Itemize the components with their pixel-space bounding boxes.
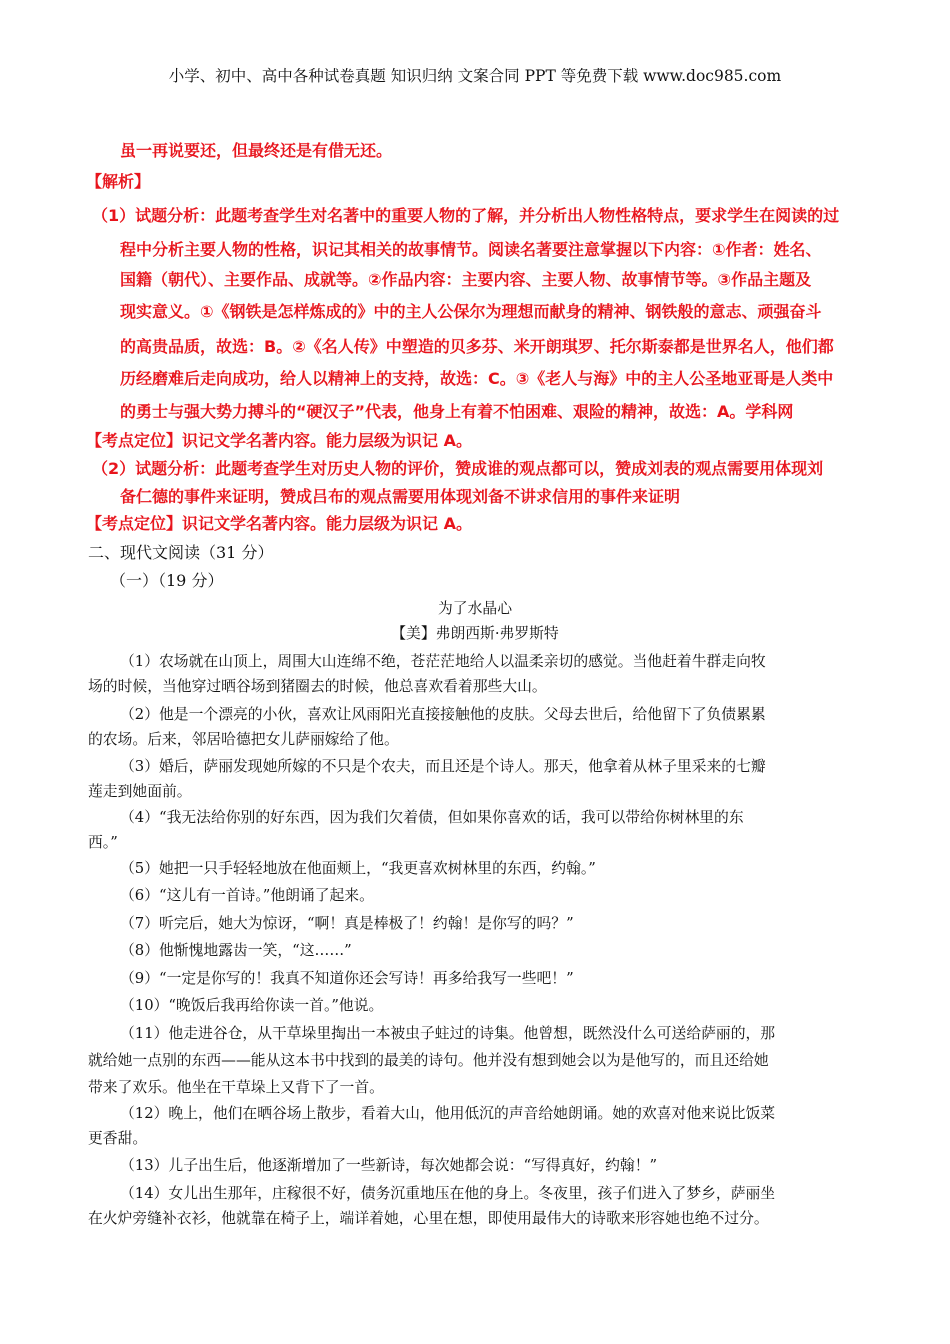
section-title: 二、现代文阅读（31 分） (88, 543, 274, 562)
paragraph-line: 就给她一点别的东西——能从这本书中找到的最美的诗句。他并没有想到她会以为是他写的，而且还给她 (88, 1052, 769, 1069)
kaodian-2: 【考点定位】识记文学名著内容。能力层级为识记 A。 (86, 514, 472, 533)
analysis1-line: 程中分析主要人物的性格，识记其相关的故事情节。阅读名著要注意掌握以下内容：①作者：姓名、 (120, 240, 822, 259)
paragraph-line: （13）儿子出生后，他逐渐增加了一些新诗，每次她都会说：“写得真好，约翰！” (120, 1157, 658, 1174)
paragraph-line: （1）农场就在山顶上，周围大山连绵不绝，苍茫茫地给人以温柔亲切的感觉。当他赶着牛群走向牧 (120, 653, 766, 670)
analysis1-line: 的高贵品质，故选：B。②《名人传》中塑造的贝多芬、米开朗琪罗、托尔斯泰都是世界名人，他们都 (120, 337, 834, 356)
answer-tail: 虽一再说要还，但最终还是有借无还。 (120, 141, 393, 160)
analysis1-line: 历经磨难后走向成功，给人以精神上的支持，故选：C。③《老人与海》中的主人公圣地亚哥是人类中 (120, 369, 834, 388)
paragraph-line: 莲走到她面前。 (88, 783, 192, 800)
paragraph-line: （3）婚后，萨丽发现她所嫁的不只是个农夫，而且还是个诗人。那天，他拿着从林子里采来的七瓣 (120, 758, 766, 775)
analysis2-line: 备仁德的事件来证明，赞成吕布的观点需要用体现刘备不讲求信用的事件来证明 (120, 487, 681, 506)
paragraph-line: （8）他惭愧地露齿一笑，“这……” (120, 942, 352, 959)
paragraph-line: （9）“一定是你写的！我真不知道你还会写诗！再多给我写一些吧！” (120, 970, 574, 987)
analysis1-line: 国籍（朝代）、主要作品、成就等。②作品内容：主要内容、主要人物、故事情节等。③作品主题及 (120, 270, 812, 289)
paragraph-line: 场的时候，当他穿过晒谷场到猪圈去的时候，他总喜欢看着那些大山。 (88, 678, 547, 695)
paragraph-line: 的农场。后来，邻居哈德把女儿萨丽嫁给了他。 (88, 731, 399, 748)
paragraph-line: （10）“晚饭后我再给你读一首。”他说。 (120, 997, 384, 1014)
paragraph-line: 更香甜。 (88, 1130, 148, 1147)
kaodian-1: 【考点定位】识记文学名著内容。能力层级为识记 A。 (86, 431, 472, 450)
paragraph-line: （2）他是一个漂亮的小伙，喜欢让风雨阳光直接接触他的皮肤。父母去世后，给他留下了负债累累 (120, 706, 766, 723)
subsection-title: （一）（19 分） (110, 571, 224, 590)
paragraph-line: 西。” (88, 834, 118, 851)
paragraph-line: （7）听完后，她大为惊讶，“啊！真是棒极了！约翰！是你写的吗？” (120, 915, 574, 932)
paragraph-line: （5）她把一只手轻轻地放在他面颊上，“我更喜欢树林里的东西，约翰。” (120, 860, 596, 877)
paragraph-line: （11）他走进谷仓，从干草垛里掏出一本被虫子蛀过的诗集。他曾想，既然没什么可送给萨丽的，那 (120, 1025, 776, 1042)
article-author: 【美】弗朗西斯·弗罗斯特 (391, 625, 559, 642)
paragraph-line: （12）晚上，他们在晒谷场上散步，看着大山，他用低沉的声音给她朗诵。她的欢喜对他来说比饭菜 (120, 1105, 776, 1122)
paragraph-line: （6）“这儿有一首诗。”他朗诵了起来。 (120, 887, 374, 904)
paragraph-line: （14）女儿出生那年，庄稼很不好，债务沉重地压在他的身上。冬夜里，孩子们进入了梦乡，萨丽坐 (120, 1185, 776, 1202)
analysis2-line: （2）试题分析：此题考查学生对历史人物的评价，赞成谁的观点都可以，赞成刘表的观点需要用体现刘 (92, 459, 824, 478)
page-header: 小学、初中、高中各种试卷真题 知识归纳 文案合同 PPT 等免费下载 www.doc985.com (168, 67, 782, 85)
analysis1-line: 的勇士与强大势力搏斗的“硬汉子”代表，他身上有着不怕困难、艰险的精神，故选：A。学科网 (120, 402, 794, 421)
article-title: 为了水晶心 (438, 600, 512, 617)
paragraph-line: （4）“我无法给你别的好东西，因为我们欠着债，但如果你喜欢的话，我可以带给你树林里的东 (120, 809, 744, 826)
analysis-label: 【解析】 (86, 172, 151, 191)
paragraph-line: 带来了欢乐。他坐在干草垛上又背下了一首。 (88, 1079, 384, 1096)
analysis1-line: 现实意义。①《钢铁是怎样炼成的》中的主人公保尔为理想而献身的精神、钢铁般的意志、顽强奋斗 (120, 302, 822, 321)
analysis1-line: （1）试题分析：此题考查学生对名著中的重要人物的了解，并分析出人物性格特点，要求学生在阅读的过 (92, 206, 840, 225)
paragraph-line: 在火炉旁缝补衣衫，他就靠在椅子上，端详着她，心里在想，即使用最伟大的诗歌来形容她也绝不过分。 (88, 1210, 769, 1227)
